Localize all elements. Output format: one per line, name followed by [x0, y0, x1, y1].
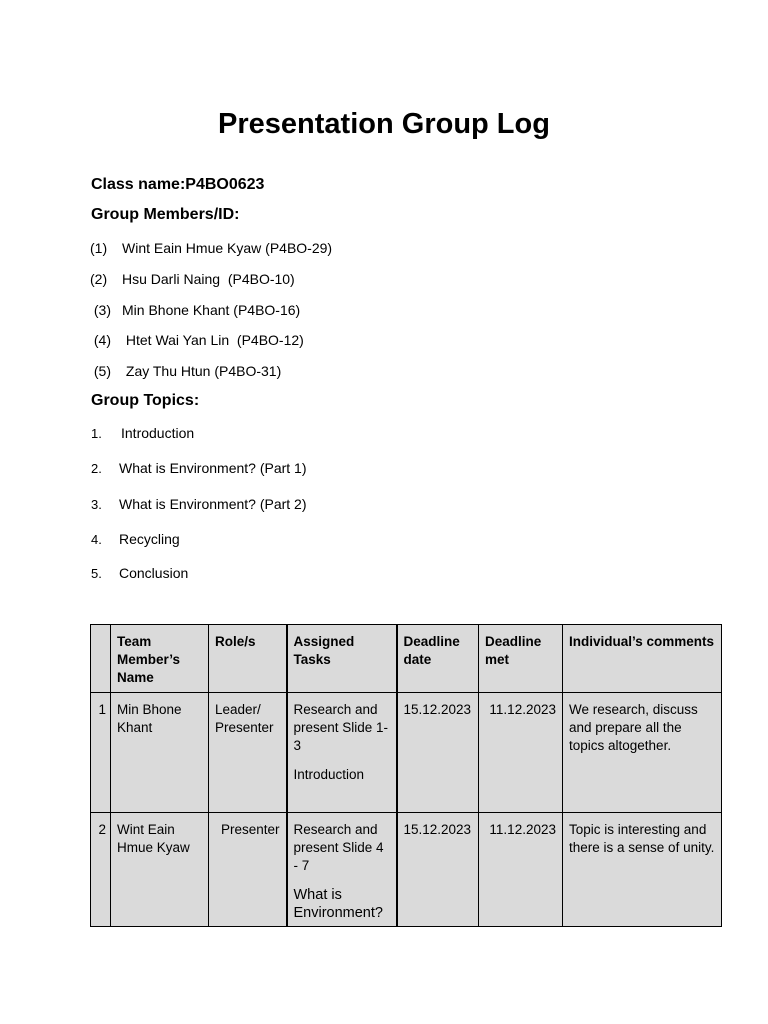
page-title: Presentation Group Log: [218, 108, 550, 140]
deadline-met-cell: 11.12.2023: [479, 693, 563, 813]
topic-number: 4.: [91, 532, 102, 547]
row-index: 1: [91, 693, 111, 813]
comment-cell: Topic is interesting and there is a sense of unity.: [563, 813, 722, 927]
task-topic: Introduction: [293, 767, 365, 782]
header-role: Role/s: [209, 625, 287, 693]
task-cell: [287, 813, 397, 927]
topic-number: 3.: [91, 497, 102, 512]
member-name-cell: Min Bhone Khant: [111, 693, 209, 813]
topic-name: Introduction: [121, 425, 195, 441]
task-text: Research and present Slide 4 - 7: [293, 822, 384, 873]
member-number: (5): [90, 363, 111, 379]
task-text: Research and present Slide 1- 3: [293, 702, 389, 753]
topic-number: 5.: [91, 566, 102, 581]
table-row: [91, 813, 722, 927]
topics-heading: Group Topics:: [91, 392, 200, 409]
member-name-cell: Wint Eain Hmue Kyaw: [111, 813, 209, 927]
member-number: (1): [90, 240, 108, 256]
header-comments: Individual’s comments: [563, 625, 722, 693]
header-assigned-tasks: Assigned Tasks: [287, 625, 397, 693]
member-number: (4): [90, 332, 111, 348]
table-header-row: [91, 625, 722, 693]
member-name: Min Bhone Khant (P4BO-16): [122, 302, 301, 318]
member-number: (2): [90, 271, 108, 287]
deadline-cell: 15.12.2023: [397, 693, 479, 813]
class-name: Class name:P4BO0623: [91, 176, 265, 193]
header-index: [91, 625, 111, 693]
deadline-cell: 15.12.2023: [397, 813, 479, 927]
role-cell: Presenter: [209, 813, 287, 927]
members-heading: Group Members/ID:: [91, 206, 240, 223]
role-cell: Leader/ Presenter: [209, 693, 287, 813]
topic-name: Recycling: [119, 531, 180, 547]
task-cell: [287, 693, 397, 813]
topic-name: Conclusion: [119, 565, 189, 581]
member-name: Htet Wai Yan Lin (P4BO-12): [122, 332, 304, 348]
topic-name: What is Environment? (Part 1): [119, 460, 307, 476]
group-log-table: [90, 624, 722, 927]
topic-name: What is Environment? (Part 2): [119, 496, 307, 512]
topic-item: [91, 565, 189, 613]
deadline-met-cell: 11.12.2023: [479, 813, 563, 927]
member-number: (3): [90, 302, 111, 318]
table-row: [91, 693, 722, 813]
member-name: Hsu Darli Naing (P4BO-10): [122, 271, 295, 287]
topic-number: 2.: [91, 461, 102, 476]
header-deadline-date: Deadline date: [397, 625, 479, 693]
task-topic: What is Environment?: [293, 887, 383, 921]
header-member-name: Team Member’s Name: [111, 625, 209, 693]
member-name: Zay Thu Htun (P4BO-31): [122, 363, 282, 379]
header-deadline-met: Deadline met: [479, 625, 563, 693]
comment-cell: We research, discuss and prepare all the topics altogether.: [563, 693, 722, 813]
topic-number: 1.: [91, 426, 102, 441]
row-index: 2: [91, 813, 111, 927]
member-name: Wint Eain Hmue Kyaw (P4BO-29): [122, 240, 333, 256]
